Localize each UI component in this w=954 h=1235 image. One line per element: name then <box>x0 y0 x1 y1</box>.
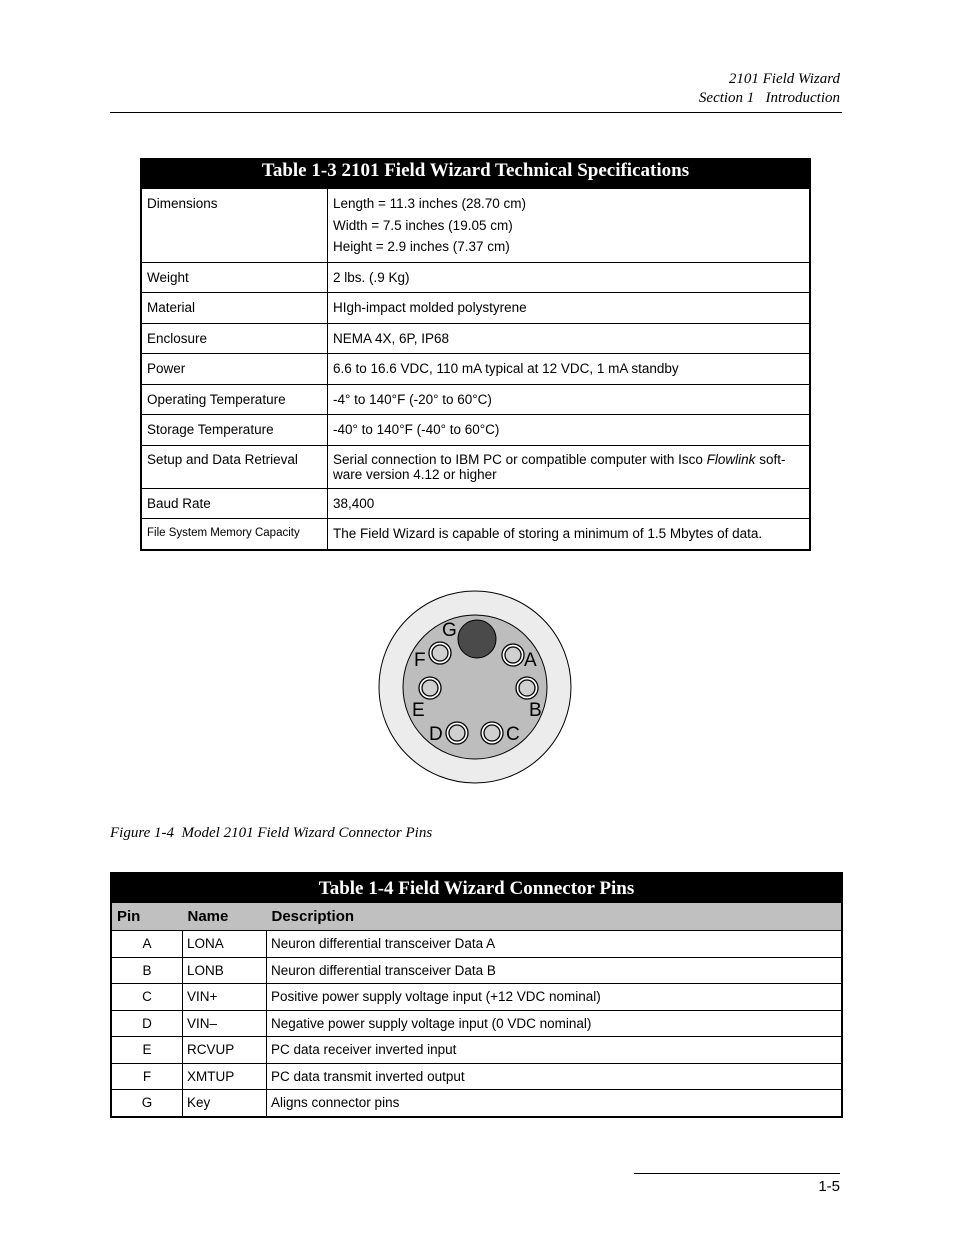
table-row <box>111 1037 842 1064</box>
pin-label-b: B <box>529 700 542 721</box>
spec-param: Setup and Data Retrieval <box>141 445 328 488</box>
column-header-pin: Pin <box>111 903 183 931</box>
header-title: 2101 Field Wizard <box>728 71 840 87</box>
running-header <box>699 70 840 108</box>
description-cell: Aligns connector pins <box>267 1090 843 1117</box>
spec-value: NEMA 4X, 6P, IP68 <box>328 323 811 354</box>
name-cell: LONB <box>183 957 267 984</box>
header-section: Section 1 Introduction <box>698 90 840 106</box>
pin-label-e: E <box>412 700 425 721</box>
table-row <box>111 1063 842 1090</box>
spec-value: 6.6 to 16.6 VDC, 110 mA typical at 12 VDC, 1 mA standby <box>328 354 811 385</box>
pin-cell: F <box>111 1063 183 1090</box>
spec-row <box>141 262 810 293</box>
pin-label-d: D <box>429 724 443 745</box>
description-cell: Negative power supply voltage input (0 VDC nominal) <box>267 1010 843 1037</box>
spec-param: Baud Rate <box>141 488 328 519</box>
table-row <box>111 1090 842 1117</box>
pin-e <box>419 677 441 699</box>
spec-param: Dimensions <box>141 189 328 263</box>
pin-b <box>516 677 538 699</box>
name-cell: VIN– <box>183 1010 267 1037</box>
name-cell: LONA <box>183 931 267 958</box>
pins-table <box>110 872 843 1118</box>
spec-row <box>141 189 810 263</box>
spec-param: File System Memory Capacity <box>141 519 328 550</box>
description-cell: PC data receiver inverted input <box>267 1037 843 1064</box>
name-cell: VIN+ <box>183 984 267 1011</box>
description-cell: PC data transmit inverted output <box>267 1063 843 1090</box>
spec-param: Storage Temperature <box>141 415 328 446</box>
pin-label-g: G <box>442 620 457 641</box>
spec-value <box>328 445 811 488</box>
header-rule <box>110 112 842 113</box>
spec-row <box>141 384 810 415</box>
pin-cell: A <box>111 931 183 958</box>
spec-value: 38,400 <box>328 488 811 519</box>
spec-param: Enclosure <box>141 323 328 354</box>
spec-row <box>141 354 810 385</box>
spec-value: -40° to 140°F (-40° to 60°C) <box>328 415 811 446</box>
pin-label-f: F <box>414 650 426 671</box>
spec-table <box>140 158 811 551</box>
name-cell: XMTUP <box>183 1063 267 1090</box>
spec-row <box>141 323 810 354</box>
pin-cell: D <box>111 1010 183 1037</box>
name-cell: RCVUP <box>183 1037 267 1064</box>
table-row <box>111 931 842 958</box>
spec-value-text: soft-ware version 4.12 or higher <box>333 451 786 482</box>
spec-value: The Field Wizard is capable of storing a minimum of 1.5 Mbytes of data. <box>328 519 811 550</box>
figure-caption: Figure 1-4 Model 2101 Field Wizard Connector Pins <box>110 825 433 841</box>
column-header-description: Description <box>267 903 843 931</box>
key-pin <box>458 620 496 658</box>
spec-param: Weight <box>141 262 328 293</box>
spec-value-text: Serial connection to IBM PC or compatible computer with Isco <box>333 451 707 467</box>
description-cell: Positive power supply voltage input (+12 VDC nominal) <box>267 984 843 1011</box>
spec-row <box>141 293 810 324</box>
column-header-name: Name <box>183 903 267 931</box>
software-name: Flowlink <box>706 451 756 467</box>
pin-cell: G <box>111 1090 183 1117</box>
spec-param: Operating Temperature <box>141 384 328 415</box>
pin-label-c: C <box>506 724 520 745</box>
spec-row <box>141 488 810 519</box>
spec-row <box>141 519 810 550</box>
spec-row <box>141 415 810 446</box>
table-row <box>111 1010 842 1037</box>
description-cell: Neuron differential transceiver Data B <box>267 957 843 984</box>
pin-cell: B <box>111 957 183 984</box>
table-row <box>111 957 842 984</box>
footer-rule <box>634 1173 840 1174</box>
table-row <box>111 984 842 1011</box>
pin-f <box>429 642 451 664</box>
spec-value-line: Width = 7.5 inches (19.05 cm) <box>333 217 513 233</box>
spec-value <box>328 189 811 263</box>
page-number: 1-5 <box>818 1178 840 1195</box>
description-cell: Neuron differential transceiver Data A <box>267 931 843 958</box>
pins-table-header <box>111 903 842 931</box>
spec-row <box>141 445 810 488</box>
spec-value: HIgh-impact molded polystyrene <box>328 293 811 324</box>
spec-value-line: Length = 11.3 inches (28.70 cm) <box>333 196 526 211</box>
pin-cell: C <box>111 984 183 1011</box>
spec-param: Power <box>141 354 328 385</box>
pin-d <box>446 722 468 744</box>
name-cell: Key <box>183 1090 267 1117</box>
pins-table-title: Table 1-4 Field Wizard Connector Pins <box>111 873 842 903</box>
spec-value: 2 lbs. (.9 Kg) <box>328 262 811 293</box>
spec-param: Material <box>141 293 328 324</box>
connector-diagram <box>377 585 577 790</box>
pin-cell: E <box>111 1037 183 1064</box>
pin-label-a: A <box>524 650 537 671</box>
spec-value-line: Height = 2.9 inches (7.37 cm) <box>333 239 510 254</box>
spec-table-title: Table 1-3 2101 Field Wizard Technical Specifications <box>141 159 810 189</box>
pin-a <box>502 644 524 666</box>
spec-value: -4° to 140°F (-20° to 60°C) <box>328 384 811 415</box>
pin-c <box>481 722 503 744</box>
